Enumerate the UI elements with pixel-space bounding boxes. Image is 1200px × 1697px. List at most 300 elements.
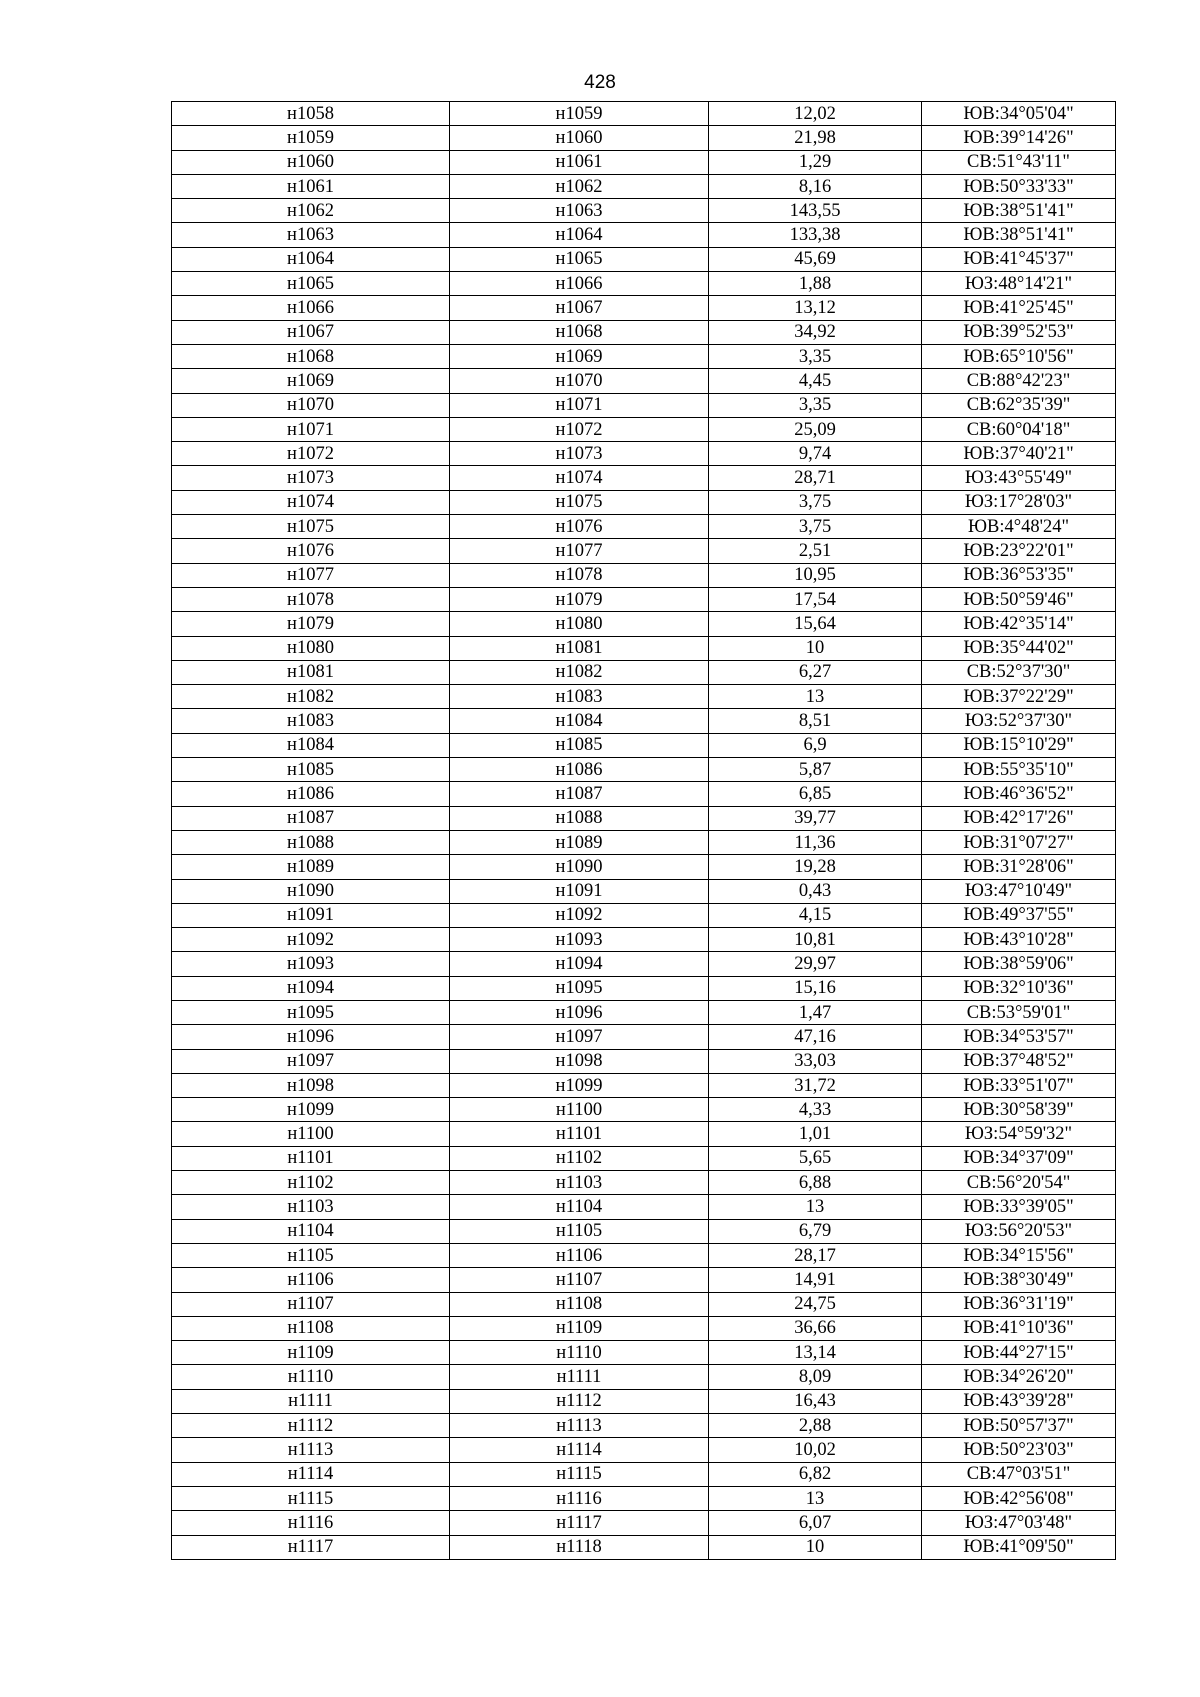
to-point-cell: н1096 bbox=[450, 1000, 709, 1024]
from-point-cell: н1083 bbox=[172, 709, 450, 733]
table-row bbox=[172, 1171, 1116, 1195]
distance-cell: 4,15 bbox=[709, 903, 922, 927]
to-point-cell: н1086 bbox=[450, 758, 709, 782]
to-point-cell: н1075 bbox=[450, 490, 709, 514]
table-row bbox=[172, 1049, 1116, 1073]
from-point-cell: н1115 bbox=[172, 1486, 450, 1510]
from-point-cell: н1097 bbox=[172, 1049, 450, 1073]
to-point-cell: н1095 bbox=[450, 976, 709, 1000]
to-point-cell: н1082 bbox=[450, 660, 709, 684]
bearing-cell: ЮВ:15°10'29" bbox=[922, 733, 1116, 757]
distance-cell: 15,16 bbox=[709, 976, 922, 1000]
bearing-cell: СВ:47°03'51" bbox=[922, 1462, 1116, 1486]
distance-cell: 1,88 bbox=[709, 272, 922, 296]
table-row bbox=[172, 660, 1116, 684]
bearing-cell: ЮВ:34°37'09" bbox=[922, 1146, 1116, 1170]
to-point-cell: н1087 bbox=[450, 782, 709, 806]
from-point-cell: н1102 bbox=[172, 1171, 450, 1195]
bearing-cell: ЮЗ:47°03'48" bbox=[922, 1511, 1116, 1535]
distance-cell: 13 bbox=[709, 1195, 922, 1219]
table-row bbox=[172, 1389, 1116, 1413]
table-row bbox=[172, 709, 1116, 733]
table-row bbox=[172, 1462, 1116, 1486]
from-point-cell: н1116 bbox=[172, 1511, 450, 1535]
page-number: 428 bbox=[584, 72, 616, 93]
table-row bbox=[172, 150, 1116, 174]
from-point-cell: н1104 bbox=[172, 1219, 450, 1243]
to-point-cell: н1100 bbox=[450, 1098, 709, 1122]
table-row bbox=[172, 563, 1116, 587]
from-point-cell: н1058 bbox=[172, 102, 450, 126]
from-point-cell: н1067 bbox=[172, 320, 450, 344]
from-point-cell: н1092 bbox=[172, 928, 450, 952]
to-point-cell: н1081 bbox=[450, 636, 709, 660]
bearing-cell: ЮВ:36°31'19" bbox=[922, 1292, 1116, 1316]
to-point-cell: н1112 bbox=[450, 1389, 709, 1413]
table-row bbox=[172, 442, 1116, 466]
to-point-cell: н1093 bbox=[450, 928, 709, 952]
distance-cell: 31,72 bbox=[709, 1073, 922, 1097]
from-point-cell: н1076 bbox=[172, 539, 450, 563]
bearing-cell: ЮВ:41°45'37" bbox=[922, 247, 1116, 271]
table-row bbox=[172, 344, 1116, 368]
to-point-cell: н1084 bbox=[450, 709, 709, 733]
to-point-cell: н1067 bbox=[450, 296, 709, 320]
from-point-cell: н1095 bbox=[172, 1000, 450, 1024]
table-row bbox=[172, 466, 1116, 490]
distance-cell: 3,75 bbox=[709, 490, 922, 514]
from-point-cell: н1059 bbox=[172, 126, 450, 150]
to-point-cell: н1105 bbox=[450, 1219, 709, 1243]
to-point-cell: н1069 bbox=[450, 344, 709, 368]
to-point-cell: н1111 bbox=[450, 1365, 709, 1389]
from-point-cell: н1078 bbox=[172, 587, 450, 611]
from-point-cell: н1112 bbox=[172, 1414, 450, 1438]
table-row bbox=[172, 1341, 1116, 1365]
bearing-cell: ЮВ:55°35'10" bbox=[922, 758, 1116, 782]
table-row bbox=[172, 758, 1116, 782]
to-point-cell: н1094 bbox=[450, 952, 709, 976]
table-row bbox=[172, 636, 1116, 660]
distance-cell: 28,17 bbox=[709, 1243, 922, 1267]
table-body bbox=[172, 102, 1116, 1560]
from-point-cell: н1064 bbox=[172, 247, 450, 271]
to-point-cell: н1108 bbox=[450, 1292, 709, 1316]
from-point-cell: н1071 bbox=[172, 417, 450, 441]
from-point-cell: н1101 bbox=[172, 1146, 450, 1170]
to-point-cell: н1102 bbox=[450, 1146, 709, 1170]
from-point-cell: н1113 bbox=[172, 1438, 450, 1462]
bearing-cell: ЮВ:42°35'14" bbox=[922, 612, 1116, 636]
to-point-cell: н1089 bbox=[450, 830, 709, 854]
to-point-cell: н1073 bbox=[450, 442, 709, 466]
bearing-cell: ЮВ:4°48'24" bbox=[922, 515, 1116, 539]
table-row bbox=[172, 1122, 1116, 1146]
from-point-cell: н1099 bbox=[172, 1098, 450, 1122]
from-point-cell: н1060 bbox=[172, 150, 450, 174]
bearing-cell: СВ:51°43'11" bbox=[922, 150, 1116, 174]
table-row bbox=[172, 1511, 1116, 1535]
to-point-cell: н1085 bbox=[450, 733, 709, 757]
table-row bbox=[172, 903, 1116, 927]
table-row bbox=[172, 1365, 1116, 1389]
to-point-cell: н1088 bbox=[450, 806, 709, 830]
bearing-cell: ЮВ:42°17'26" bbox=[922, 806, 1116, 830]
bearing-cell: ЮЗ:54°59'32" bbox=[922, 1122, 1116, 1146]
bearing-cell: ЮВ:46°36'52" bbox=[922, 782, 1116, 806]
to-point-cell: н1115 bbox=[450, 1462, 709, 1486]
distance-cell: 5,87 bbox=[709, 758, 922, 782]
distance-cell: 6,82 bbox=[709, 1462, 922, 1486]
to-point-cell: н1065 bbox=[450, 247, 709, 271]
from-point-cell: н1087 bbox=[172, 806, 450, 830]
distance-cell: 3,75 bbox=[709, 515, 922, 539]
from-point-cell: н1073 bbox=[172, 466, 450, 490]
distance-cell: 6,27 bbox=[709, 660, 922, 684]
table-row bbox=[172, 1098, 1116, 1122]
table-row bbox=[172, 1414, 1116, 1438]
table-row bbox=[172, 685, 1116, 709]
distance-cell: 3,35 bbox=[709, 344, 922, 368]
to-point-cell: н1106 bbox=[450, 1243, 709, 1267]
from-point-cell: н1066 bbox=[172, 296, 450, 320]
from-point-cell: н1062 bbox=[172, 199, 450, 223]
distance-cell: 1,01 bbox=[709, 1122, 922, 1146]
bearing-cell: ЮВ:43°10'28" bbox=[922, 928, 1116, 952]
distance-cell: 143,55 bbox=[709, 199, 922, 223]
table-row bbox=[172, 1535, 1116, 1559]
from-point-cell: н1089 bbox=[172, 855, 450, 879]
from-point-cell: н1075 bbox=[172, 515, 450, 539]
to-point-cell: н1068 bbox=[450, 320, 709, 344]
distance-cell: 11,36 bbox=[709, 830, 922, 854]
to-point-cell: н1061 bbox=[450, 150, 709, 174]
from-point-cell: н1109 bbox=[172, 1341, 450, 1365]
to-point-cell: н1083 bbox=[450, 685, 709, 709]
table-row bbox=[172, 223, 1116, 247]
bearing-cell: ЮВ:39°52'53" bbox=[922, 320, 1116, 344]
table-row bbox=[172, 199, 1116, 223]
table-row bbox=[172, 1000, 1116, 1024]
distance-cell: 133,38 bbox=[709, 223, 922, 247]
distance-cell: 15,64 bbox=[709, 612, 922, 636]
distance-cell: 17,54 bbox=[709, 587, 922, 611]
bearing-cell: ЮВ:31°07'27" bbox=[922, 830, 1116, 854]
table-row bbox=[172, 830, 1116, 854]
bearing-cell: ЮВ:33°39'05" bbox=[922, 1195, 1116, 1219]
distance-cell: 8,09 bbox=[709, 1365, 922, 1389]
to-point-cell: н1066 bbox=[450, 272, 709, 296]
table-row bbox=[172, 952, 1116, 976]
bearing-cell: СВ:60°04'18" bbox=[922, 417, 1116, 441]
table-row bbox=[172, 393, 1116, 417]
table-row bbox=[172, 1243, 1116, 1267]
from-point-cell: н1074 bbox=[172, 490, 450, 514]
to-point-cell: н1104 bbox=[450, 1195, 709, 1219]
to-point-cell: н1062 bbox=[450, 174, 709, 198]
distance-cell: 12,02 bbox=[709, 102, 922, 126]
distance-cell: 28,71 bbox=[709, 466, 922, 490]
from-point-cell: н1068 bbox=[172, 344, 450, 368]
distance-cell: 14,91 bbox=[709, 1268, 922, 1292]
from-point-cell: н1107 bbox=[172, 1292, 450, 1316]
table-row bbox=[172, 539, 1116, 563]
to-point-cell: н1097 bbox=[450, 1025, 709, 1049]
bearing-cell: ЮВ:50°57'37" bbox=[922, 1414, 1116, 1438]
bearing-cell: ЮЗ:48°14'21" bbox=[922, 272, 1116, 296]
to-point-cell: н1118 bbox=[450, 1535, 709, 1559]
to-point-cell: н1116 bbox=[450, 1486, 709, 1510]
distance-cell: 10,95 bbox=[709, 563, 922, 587]
table-row bbox=[172, 1486, 1116, 1510]
distance-cell: 2,51 bbox=[709, 539, 922, 563]
distance-cell: 4,45 bbox=[709, 369, 922, 393]
distance-cell: 1,29 bbox=[709, 150, 922, 174]
from-point-cell: н1088 bbox=[172, 830, 450, 854]
from-point-cell: н1117 bbox=[172, 1535, 450, 1559]
to-point-cell: н1078 bbox=[450, 563, 709, 587]
bearing-cell: ЮВ:35°44'02" bbox=[922, 636, 1116, 660]
distance-cell: 10,02 bbox=[709, 1438, 922, 1462]
distance-cell: 21,98 bbox=[709, 126, 922, 150]
distance-cell: 25,09 bbox=[709, 417, 922, 441]
bearing-cell: СВ:53°59'01" bbox=[922, 1000, 1116, 1024]
from-point-cell: н1111 bbox=[172, 1389, 450, 1413]
bearing-cell: ЮВ:34°05'04" bbox=[922, 102, 1116, 126]
table-row bbox=[172, 782, 1116, 806]
bearing-cell: ЮВ:41°09'50" bbox=[922, 1535, 1116, 1559]
distance-cell: 5,65 bbox=[709, 1146, 922, 1170]
distance-cell: 13,12 bbox=[709, 296, 922, 320]
distance-cell: 2,88 bbox=[709, 1414, 922, 1438]
bearing-cell: ЮВ:37°48'52" bbox=[922, 1049, 1116, 1073]
from-point-cell: н1070 bbox=[172, 393, 450, 417]
from-point-cell: н1063 bbox=[172, 223, 450, 247]
table-row bbox=[172, 612, 1116, 636]
bearing-cell: ЮЗ:56°20'53" bbox=[922, 1219, 1116, 1243]
to-point-cell: н1076 bbox=[450, 515, 709, 539]
table-row bbox=[172, 515, 1116, 539]
to-point-cell: н1064 bbox=[450, 223, 709, 247]
distance-cell: 13,14 bbox=[709, 1341, 922, 1365]
table-row bbox=[172, 417, 1116, 441]
bearing-cell: ЮВ:50°23'03" bbox=[922, 1438, 1116, 1462]
bearing-cell: ЮВ:34°15'56" bbox=[922, 1243, 1116, 1267]
to-point-cell: н1059 bbox=[450, 102, 709, 126]
to-point-cell: н1080 bbox=[450, 612, 709, 636]
from-point-cell: н1077 bbox=[172, 563, 450, 587]
to-point-cell: н1091 bbox=[450, 879, 709, 903]
bearing-cell: ЮВ:37°22'29" bbox=[922, 685, 1116, 709]
distance-cell: 36,66 bbox=[709, 1316, 922, 1340]
distance-cell: 45,69 bbox=[709, 247, 922, 271]
from-point-cell: н1114 bbox=[172, 1462, 450, 1486]
to-point-cell: н1074 bbox=[450, 466, 709, 490]
bearing-cell: ЮВ:50°59'46" bbox=[922, 587, 1116, 611]
from-point-cell: н1094 bbox=[172, 976, 450, 1000]
bearing-cell: ЮВ:38°30'49" bbox=[922, 1268, 1116, 1292]
from-point-cell: н1084 bbox=[172, 733, 450, 757]
from-point-cell: н1079 bbox=[172, 612, 450, 636]
from-point-cell: н1085 bbox=[172, 758, 450, 782]
bearing-cell: СВ:52°37'30" bbox=[922, 660, 1116, 684]
bearing-cell: ЮВ:31°28'06" bbox=[922, 855, 1116, 879]
bearing-cell: СВ:88°42'23" bbox=[922, 369, 1116, 393]
table-row bbox=[172, 1025, 1116, 1049]
bearing-cell: ЮВ:36°53'35" bbox=[922, 563, 1116, 587]
table-row bbox=[172, 320, 1116, 344]
to-point-cell: н1070 bbox=[450, 369, 709, 393]
distance-cell: 3,35 bbox=[709, 393, 922, 417]
from-point-cell: н1061 bbox=[172, 174, 450, 198]
distance-cell: 29,97 bbox=[709, 952, 922, 976]
bearing-cell: ЮВ:41°25'45" bbox=[922, 296, 1116, 320]
table-row bbox=[172, 174, 1116, 198]
table-row bbox=[172, 976, 1116, 1000]
from-point-cell: н1093 bbox=[172, 952, 450, 976]
to-point-cell: н1063 bbox=[450, 199, 709, 223]
distance-cell: 9,74 bbox=[709, 442, 922, 466]
table-row bbox=[172, 369, 1116, 393]
table-row bbox=[172, 102, 1116, 126]
to-point-cell: н1107 bbox=[450, 1268, 709, 1292]
table-row bbox=[172, 272, 1116, 296]
to-point-cell: н1110 bbox=[450, 1341, 709, 1365]
distance-cell: 10 bbox=[709, 1535, 922, 1559]
distance-cell: 13 bbox=[709, 685, 922, 709]
distance-cell: 34,92 bbox=[709, 320, 922, 344]
to-point-cell: н1098 bbox=[450, 1049, 709, 1073]
bearing-cell: ЮВ:33°51'07" bbox=[922, 1073, 1116, 1097]
from-point-cell: н1081 bbox=[172, 660, 450, 684]
table-row bbox=[172, 1195, 1116, 1219]
table-row bbox=[172, 1146, 1116, 1170]
bearing-cell: СВ:56°20'54" bbox=[922, 1171, 1116, 1195]
distance-cell: 47,16 bbox=[709, 1025, 922, 1049]
from-point-cell: н1065 bbox=[172, 272, 450, 296]
to-point-cell: н1079 bbox=[450, 587, 709, 611]
from-point-cell: н1108 bbox=[172, 1316, 450, 1340]
from-point-cell: н1069 bbox=[172, 369, 450, 393]
table-row bbox=[172, 1438, 1116, 1462]
table-row bbox=[172, 733, 1116, 757]
distance-cell: 10,81 bbox=[709, 928, 922, 952]
from-point-cell: н1082 bbox=[172, 685, 450, 709]
bearing-cell: ЮВ:43°39'28" bbox=[922, 1389, 1116, 1413]
to-point-cell: н1090 bbox=[450, 855, 709, 879]
bearing-cell: ЮЗ:52°37'30" bbox=[922, 709, 1116, 733]
distance-cell: 0,43 bbox=[709, 879, 922, 903]
to-point-cell: н1077 bbox=[450, 539, 709, 563]
table-row bbox=[172, 1219, 1116, 1243]
from-point-cell: н1110 bbox=[172, 1365, 450, 1389]
table-row bbox=[172, 126, 1116, 150]
table-row bbox=[172, 1292, 1116, 1316]
from-point-cell: н1103 bbox=[172, 1195, 450, 1219]
bearing-cell: ЮВ:34°26'20" bbox=[922, 1365, 1116, 1389]
from-point-cell: н1098 bbox=[172, 1073, 450, 1097]
distance-cell: 6,07 bbox=[709, 1511, 922, 1535]
from-point-cell: н1105 bbox=[172, 1243, 450, 1267]
table-row bbox=[172, 855, 1116, 879]
bearing-cell: ЮВ:38°51'41" bbox=[922, 199, 1116, 223]
bearing-cell: ЮВ:42°56'08" bbox=[922, 1486, 1116, 1510]
bearing-cell: ЮВ:23°22'01" bbox=[922, 539, 1116, 563]
table-row bbox=[172, 806, 1116, 830]
distance-cell: 1,47 bbox=[709, 1000, 922, 1024]
bearing-cell: ЮВ:37°40'21" bbox=[922, 442, 1116, 466]
distance-cell: 6,85 bbox=[709, 782, 922, 806]
table-row bbox=[172, 1316, 1116, 1340]
distance-cell: 6,79 bbox=[709, 1219, 922, 1243]
to-point-cell: н1099 bbox=[450, 1073, 709, 1097]
bearing-cell: ЮЗ:17°28'03" bbox=[922, 490, 1116, 514]
table-row bbox=[172, 1268, 1116, 1292]
distance-cell: 8,51 bbox=[709, 709, 922, 733]
from-point-cell: н1100 bbox=[172, 1122, 450, 1146]
bearing-cell: СВ:62°35'39" bbox=[922, 393, 1116, 417]
table-row bbox=[172, 879, 1116, 903]
to-point-cell: н1113 bbox=[450, 1414, 709, 1438]
bearing-cell: ЮВ:30°58'39" bbox=[922, 1098, 1116, 1122]
bearing-cell: ЮВ:34°53'57" bbox=[922, 1025, 1116, 1049]
table-row bbox=[172, 247, 1116, 271]
bearing-cell: ЮВ:32°10'36" bbox=[922, 976, 1116, 1000]
distance-cell: 6,88 bbox=[709, 1171, 922, 1195]
table-row bbox=[172, 587, 1116, 611]
to-point-cell: н1109 bbox=[450, 1316, 709, 1340]
to-point-cell: н1114 bbox=[450, 1438, 709, 1462]
bearing-cell: ЮВ:39°14'26" bbox=[922, 126, 1116, 150]
from-point-cell: н1072 bbox=[172, 442, 450, 466]
distance-cell: 6,9 bbox=[709, 733, 922, 757]
bearing-cell: ЮВ:49°37'55" bbox=[922, 903, 1116, 927]
distance-cell: 33,03 bbox=[709, 1049, 922, 1073]
bearing-cell: ЮВ:50°33'33" bbox=[922, 174, 1116, 198]
distance-cell: 39,77 bbox=[709, 806, 922, 830]
table-row bbox=[172, 1073, 1116, 1097]
bearing-cell: ЮВ:38°51'41" bbox=[922, 223, 1116, 247]
distance-cell: 19,28 bbox=[709, 855, 922, 879]
to-point-cell: н1072 bbox=[450, 417, 709, 441]
from-point-cell: н1096 bbox=[172, 1025, 450, 1049]
to-point-cell: н1060 bbox=[450, 126, 709, 150]
from-point-cell: н1106 bbox=[172, 1268, 450, 1292]
from-point-cell: н1090 bbox=[172, 879, 450, 903]
bearing-cell: ЮВ:65°10'56" bbox=[922, 344, 1116, 368]
to-point-cell: н1103 bbox=[450, 1171, 709, 1195]
table-row bbox=[172, 490, 1116, 514]
from-point-cell: н1080 bbox=[172, 636, 450, 660]
bearing-cell: ЮЗ:43°55'49" bbox=[922, 466, 1116, 490]
distance-cell: 13 bbox=[709, 1486, 922, 1510]
to-point-cell: н1117 bbox=[450, 1511, 709, 1535]
to-point-cell: н1092 bbox=[450, 903, 709, 927]
distance-cell: 4,33 bbox=[709, 1098, 922, 1122]
distance-cell: 8,16 bbox=[709, 174, 922, 198]
bearing-cell: ЮЗ:47°10'49" bbox=[922, 879, 1116, 903]
distance-cell: 10 bbox=[709, 636, 922, 660]
bearing-cell: ЮВ:44°27'15" bbox=[922, 1341, 1116, 1365]
to-point-cell: н1101 bbox=[450, 1122, 709, 1146]
table-row bbox=[172, 296, 1116, 320]
distance-cell: 24,75 bbox=[709, 1292, 922, 1316]
boundary-points-table bbox=[171, 101, 1116, 1560]
bearing-cell: ЮВ:38°59'06" bbox=[922, 952, 1116, 976]
to-point-cell: н1071 bbox=[450, 393, 709, 417]
from-point-cell: н1091 bbox=[172, 903, 450, 927]
from-point-cell: н1086 bbox=[172, 782, 450, 806]
